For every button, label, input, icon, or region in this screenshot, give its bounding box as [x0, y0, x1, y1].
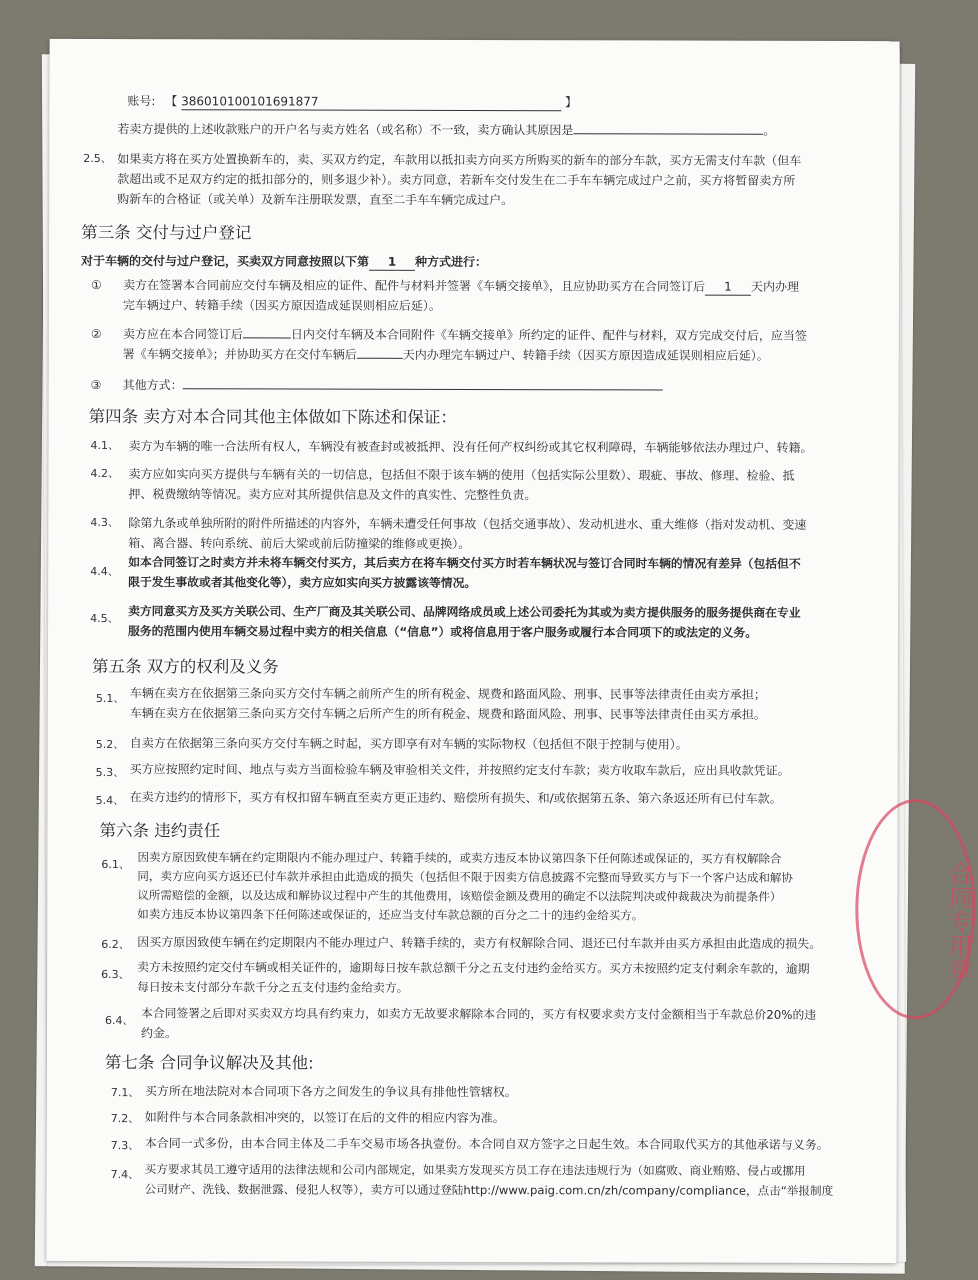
- clause-4-5-text: 服务的范围内使用车辆交易过程中卖方的相关信息（“信息”）或将信息用于客户服务或履行本合同项下的或法定的义务。: [128, 624, 758, 640]
- clause-number: 5.2、: [95, 738, 125, 752]
- option-2-days-blank: [243, 337, 291, 338]
- mismatch-reason-blank: [573, 133, 763, 134]
- clause-6-1-text: 议所需赔偿的金额，以及达成和解协议过程中产生的其他费用，该赔偿金额及费用的确定不以法院判决或仲裁裁决为前提条件）: [137, 888, 782, 904]
- clause-6-1-text: 如卖方违反本协议第四条下任何陈述或保证的，还应当支付车款总额的百分之二十的违约金给买方。: [137, 907, 644, 923]
- article-6-heading: 第六条 违约责任: [99, 821, 221, 841]
- clause-7-2-text: 如附件与本合同条款相冲突的，以签订在后的文件的相应内容为准。: [144, 1110, 505, 1126]
- option-2-text: 署《车辆交接单》；并协助买方在交付车辆后 天内办理完车辆过户、转籍手续（因买方原因造成延误则相应后延）。: [122, 347, 769, 363]
- clause-4-4-text: 限于发生事故或者其他变化等），卖方应如实向买方披露该等情况。: [128, 575, 477, 591]
- clause-number: 5.4、: [95, 794, 125, 808]
- option-2-transfer-days-blank: [357, 358, 403, 359]
- clause-number: 7.2、: [110, 1112, 140, 1126]
- name-mismatch-line: 若卖方提供的上述收款账户的开户名与卖方姓名（或名称）不一致，卖方确认其原因是 。: [117, 122, 776, 138]
- clause-number: 4.1、: [90, 438, 120, 453]
- clause-4-5-text: 卖方同意买方及买方关联公司、生产厂商及其关联公司、品牌网络成员或上述公司委托为其或为卖方提供服务的服务提供商在专业: [128, 604, 801, 620]
- clause-number: 4.5、: [90, 611, 119, 626]
- clause-6-2-text: 因买方原因致使车辆在约定期限内不能办理过户、转籍手续的，卖方有权解除合同、退还已付车款并由买方承担由此造成的损失。: [137, 935, 822, 951]
- clause-6-3-text: 每日按未支付部分车款千分之五支付违约金给卖方。: [137, 980, 409, 995]
- clause-5-4-text: 在卖方违约的情形下，买方有权扣留车辆直至卖方更正违约、赔偿所有损失、和/或依据第五条、第六条返还所有已付车款。: [129, 790, 782, 806]
- clause-6-1-text: 因卖方原因致使车辆在约定期限内不能办理过户、转籍手续的，或卖方违反本协议第四条下任何陈述或保证的，买方有权解除合: [137, 850, 782, 866]
- option-1-text: 完车辆过户、转籍手续（因买方原因造成延误则相应后延）。: [122, 298, 441, 313]
- clause-6-1-text: 同，卖方应向买方返还已付车款并承担由此造成的损失（包括但不限于因卖方信息披露不完整而导致买方与下一个客户达成和解协: [137, 869, 793, 885]
- clause-number: 6.3、: [101, 968, 130, 982]
- clause-6-4-text: 本合同签署之后即对买卖双方均具有约束力，如卖方无故要求解除本合同的，买方有权要求卖方支付金额相当于车款总价20%的违: [141, 1006, 817, 1022]
- clause-7-4-text: 买方要求其员工遵守适用的法律法规和公司内部规定，如果卖方发现买方员工存在违法违规行为（如腐败、商业贿赂、侵占或挪用: [144, 1162, 806, 1178]
- option-3-text: 其他方式：: [123, 375, 663, 396]
- option-2-text: 卖方应在本合同签订后 日内交付车辆及本合同附件《车辆交接单》所约定的证件、配件与材料，双方完成交付后，应当签: [122, 327, 807, 343]
- clause-7-1-text: 买方所在地法院对本合同项下各方之间发生的争议具有排他性管辖权。: [144, 1084, 517, 1100]
- option-marker: ②: [90, 326, 102, 342]
- clause-5-1-text: 车辆在卖方在依据第三条向买方交付车辆之前所产生的所有税金、规费和路面风险、刑事、民事等法律责任由卖方承担；: [129, 686, 766, 702]
- clause-number: 7.3、: [110, 1139, 140, 1153]
- option-1-text: 卖方在签署本合同前应交付车辆及相应的证件、配件与材料并签署《车辆交接单》，且应协助买方在合同签订后 1 天内办理: [122, 278, 800, 294]
- clause-number: 7.1、: [110, 1086, 140, 1100]
- clause-number: 5.1、: [95, 692, 125, 706]
- clause-6-3-text: 卖方未按照约定交付车辆或相关证件的，逾期每日按车款总额千分之五支付违约金给买方。买方未按照约定支付剩余车款的，逾期: [137, 960, 810, 976]
- article-4-heading: 第四条 卖方对本合同其他主体做如下陈述和保证：: [88, 406, 457, 427]
- clause-number: 6.4、: [105, 1014, 134, 1028]
- article-7-heading: 第七条 合同争议解决及其他:: [104, 1053, 314, 1073]
- article-5-heading: 第五条 双方的权利及义务: [91, 657, 279, 677]
- option-3-blank: [183, 388, 663, 390]
- clause-6-4-text: 约金。: [140, 1026, 178, 1041]
- clause-4-2-text: 押、税费缴纳等情况。卖方应对其所提供信息及文件的真实性、完整性负责。: [128, 487, 537, 503]
- clause-number: 6.2、: [101, 938, 130, 952]
- clause-4-2-text: 卖方应如实向买方提供与车辆有关的一切信息，包括但不限于该车辆的使用（包括实际公里数）、瑕疵、事故、修理、检验、抵: [128, 467, 795, 483]
- option-marker: ③: [90, 377, 102, 393]
- clause-number: 4.4、: [90, 564, 119, 579]
- contract-page: [46, 39, 973, 1263]
- contract-seal-stamp: 合同专用章: [855, 799, 976, 1019]
- clause-7-4-text: 公司财产、洗钱、数据泄露、侵犯人权等），卖方可以通过登陆http://www.paig.com.cn/zh/company/compliance，点击“举报制度: [144, 1182, 834, 1198]
- account-line: 账号: 【 386010100101691877 】: [127, 94, 578, 110]
- method-choice: 1: [369, 254, 415, 271]
- article-3-heading: 第三条 交付与过户登记: [81, 222, 252, 243]
- clause-number: 7.4、: [110, 1168, 140, 1182]
- clause-number: 2.5、: [83, 151, 112, 166]
- article-3-intro: 对于车辆的交付与过户登记，买卖双方同意按照以下第 1 种方式进行：: [81, 253, 488, 270]
- clause-4-1-text: 卖方为车辆的唯一合法所有权人，车辆没有被查封或被抵押、没有任何产权纠纷或其它权利障碍，车辆能够依法办理过户、转籍。: [128, 439, 813, 455]
- clause-4-4-text: 如本合同签订之时卖方并未将车辆交付买方，其后卖方在将车辆交付买方时若车辆状况与签订合同时车辆的情况有差异（包括但不: [128, 555, 801, 571]
- clause-5-3-text: 买方应按照约定时间、地点与卖方当面检验车辆及审验相关文件，并按照约定支付车款；卖方收取车款后，应出具收款凭证。: [129, 762, 790, 778]
- option-1-days: 1: [705, 279, 751, 296]
- clause-4-3-text: 除第九条或单独所附的附件所描述的内容外，车辆未遭受任何事故（包括交通事故）、发动机进水、重大维修（指对发动机、变速: [128, 516, 807, 532]
- clause-2-5-text: 款超出或不足双方约定的抵扣部分的，则多退少补）。卖方同意，若新车交付发生在二手车车辆完成过户之前，买方将暂留卖方所: [117, 172, 796, 188]
- clause-4-3-text: 箱、离合器、转向系统、前后大梁或前后防撞梁的维修或更换）。: [128, 536, 471, 551]
- clause-number: 4.3、: [90, 515, 119, 530]
- clause-2-5-text: 如果卖方将在买方处置换新车的，卖、买双方约定，车款用以抵扣卖方向买方所购买的新车的部分车款，买方无需支付车款（但车: [117, 152, 802, 168]
- clause-number: 5.3、: [95, 766, 125, 780]
- clause-5-1-text: 车辆在卖方在依据第三条向买方交付车辆之后所产生的所有税金、规费和路面风险、刑事、民事等法律责任由买方承担。: [129, 706, 766, 722]
- clause-2-5-text: 购新车的合格证（或关单）及新车注册联发票，直至二手车车辆完成过户。: [117, 192, 514, 208]
- account-number: 386010100101691877: [181, 93, 561, 111]
- clause-7-3-text: 本合同一式多份，由本合同主体及二手车交易市场各执壹份。本合同自双方签字之日起生效。本合同取代买方的其他承诺与义务。: [144, 1136, 829, 1152]
- clause-number: 4.2、: [90, 466, 119, 481]
- clause-5-2-text: 自卖方在依据第三条向买方交付车辆之时起，买方即享有对车辆的实际物权（包括但不限于控制与使用）。: [129, 736, 688, 752]
- option-marker: ①: [90, 277, 102, 293]
- clause-number: 6.1、: [101, 858, 130, 872]
